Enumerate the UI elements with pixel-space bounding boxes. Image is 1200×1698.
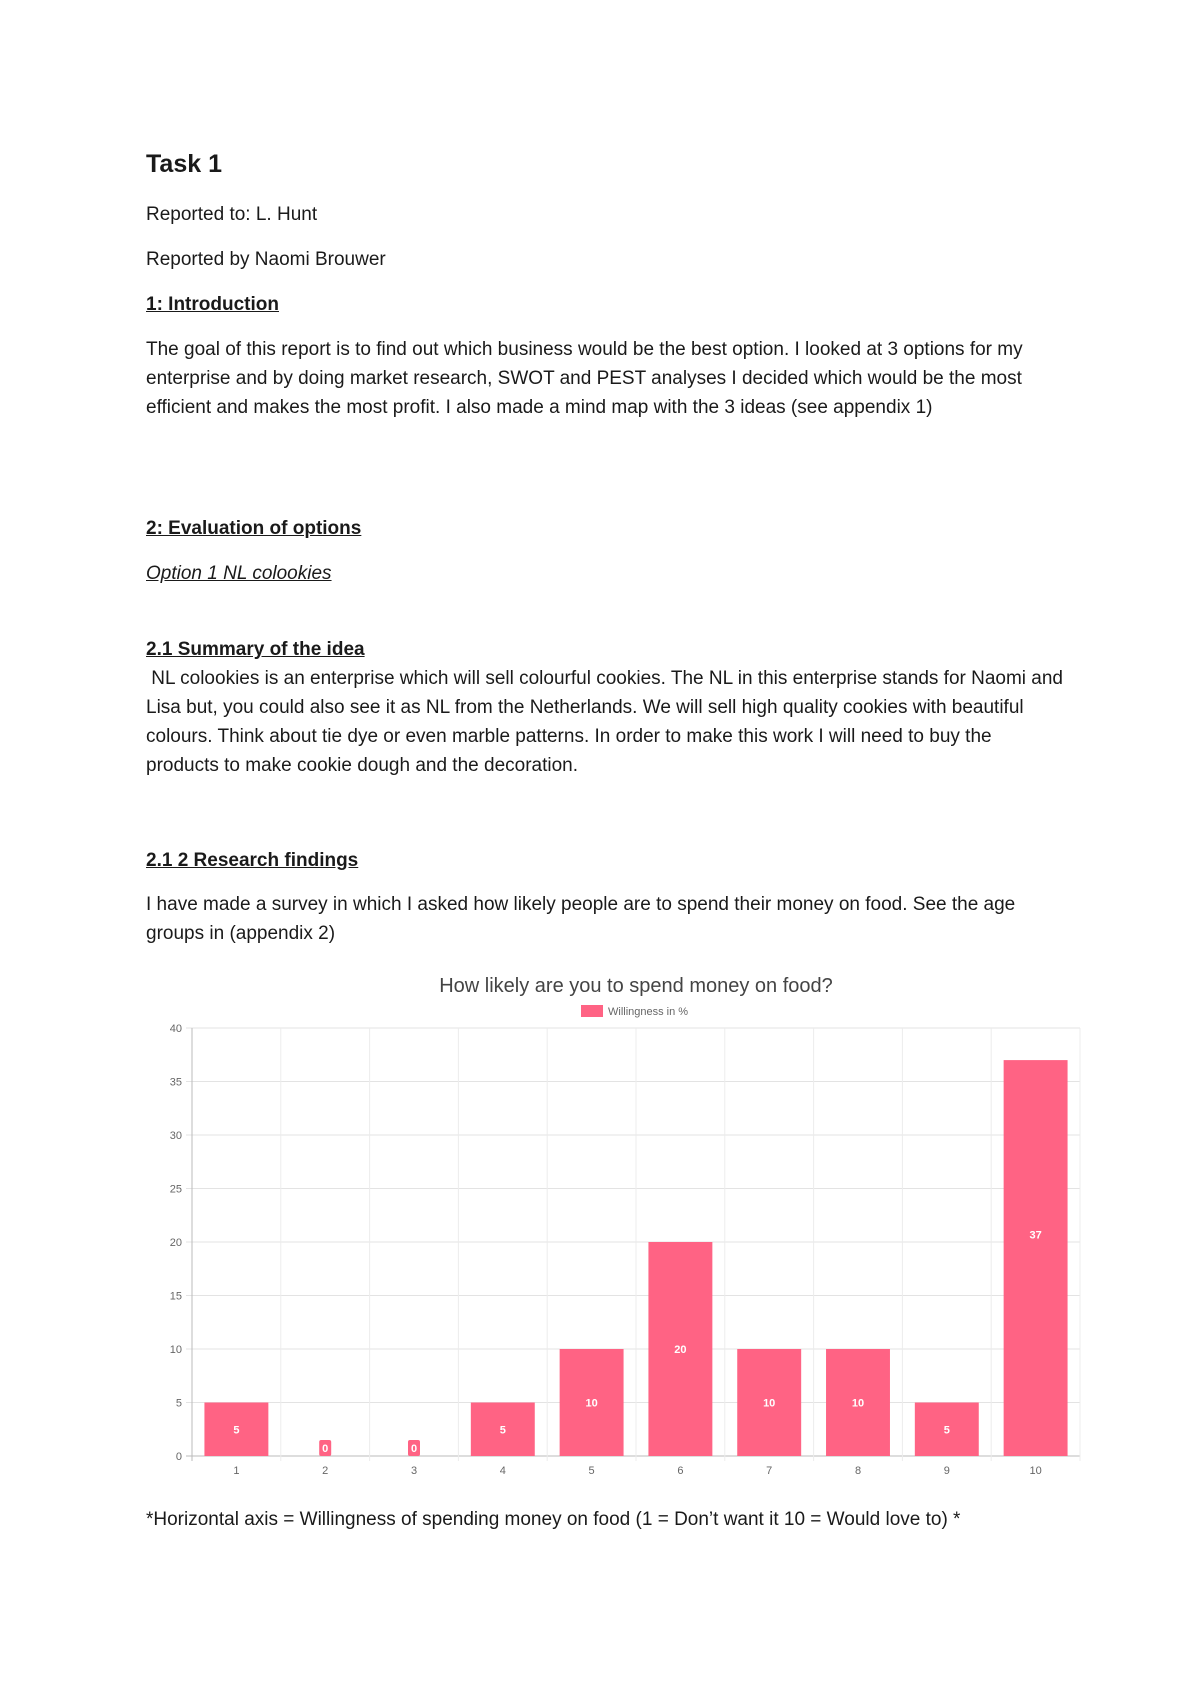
y-tick-label: 5	[175, 1397, 182, 1410]
data-label: 0	[410, 1443, 418, 1455]
chart-title: How likely are you to spend money on food?	[439, 975, 833, 997]
y-tick-label: 25	[169, 1183, 182, 1196]
data-label: 5	[233, 1424, 240, 1437]
data-label: 5	[499, 1424, 506, 1437]
intro-heading: 1: Introduction	[146, 294, 279, 315]
legend-swatch	[581, 1005, 603, 1017]
x-tick-label: 2	[322, 1465, 329, 1477]
summary-paragraph: NL colookies is an enterprise which will sell colourful cookies. The NL in this enterprise stands for Naomi and Lisa but, you could also see it as NL from the Netherlands. We will sell high quality cookies with beautiful colours. Think about tie dye or even marble patterns. In order to make this work I will need to buy the products to make cookie dough and the decoration.	[146, 668, 1069, 776]
data-label: 10	[763, 1397, 776, 1410]
option-1-heading: Option 1 NL colookies	[146, 563, 332, 584]
y-tick-label: 20	[169, 1237, 182, 1249]
x-tick-label: 3	[410, 1465, 418, 1477]
x-tick-label: 10	[1029, 1465, 1042, 1477]
data-label: 0	[322, 1443, 329, 1455]
data-label: 37	[1029, 1229, 1042, 1242]
x-tick-label: 8	[854, 1465, 862, 1477]
bar-chart	[146, 968, 1096, 1477]
bar	[1004, 1060, 1068, 1456]
x-tick-label: 7	[766, 1465, 773, 1477]
y-tick-label: 15	[169, 1290, 182, 1303]
axis-note: *Horizontal axis = Willingness of spending money on food (1 = Don’t want it 10 = Would love to) *	[146, 1509, 961, 1530]
x-tick-label: 4	[499, 1465, 506, 1477]
reported-by: Reported by Naomi Brouwer	[146, 249, 386, 270]
evaluation-heading: 2: Evaluation of options	[146, 518, 362, 539]
research-heading: 2.1 2 Research findings	[146, 850, 359, 871]
y-tick-label: 35	[169, 1076, 182, 1089]
data-label: 10	[585, 1397, 598, 1410]
legend-label: Willingness in %	[608, 1006, 689, 1018]
reported-to: Reported to: L. Hunt	[146, 204, 318, 225]
y-tick-label: 0	[175, 1451, 182, 1463]
document-title: Task 1	[146, 150, 222, 178]
y-tick-label: 40	[169, 1023, 182, 1035]
data-label: 20	[674, 1344, 687, 1356]
y-tick-label: 30	[169, 1130, 182, 1142]
x-tick-label: 6	[677, 1465, 684, 1477]
intro-paragraph: The goal of this report is to find out which business would be the best option. I looked at 3 options for my enterprise and by doing market research, SWOT and PEST analyses I decided which would be the most efficient and makes the most profit. I also made a mind map with the 3 ideas (see appendix 1)	[146, 339, 1028, 418]
research-paragraph: I have made a survey in which I asked how likely people are to spend their money on food. See the age groups in (appendix 2)	[146, 894, 1021, 944]
data-label: 5	[943, 1424, 950, 1437]
y-tick-label: 10	[169, 1344, 182, 1356]
x-tick-label: 9	[943, 1465, 950, 1477]
x-tick-label: 5	[588, 1465, 595, 1477]
x-tick-label: 1	[233, 1465, 240, 1477]
summary-heading: 2.1 Summary of the idea	[146, 639, 365, 660]
data-label: 10	[851, 1397, 865, 1410]
